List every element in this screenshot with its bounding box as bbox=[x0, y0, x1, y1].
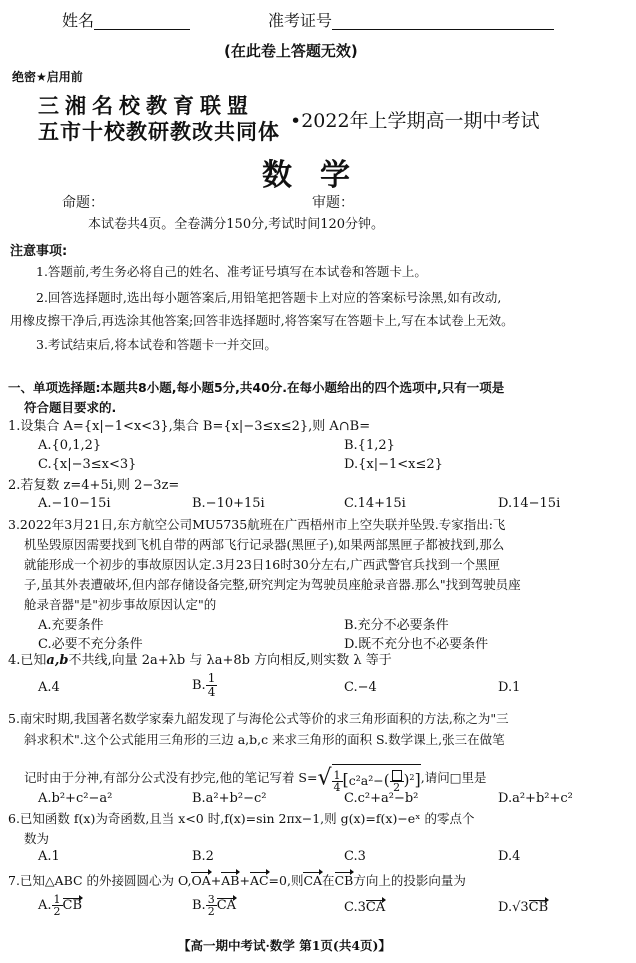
q6-option-a: A.1 bbox=[38, 849, 60, 864]
exam-number-field-line bbox=[332, 12, 554, 30]
notice-item-2b: 用橡皮擦干净后,再选涂其他答案;回答非选择题时,将答案写在答题卡上,写在本试卷上无效。 bbox=[10, 313, 514, 328]
q2-option-c: C.14+15i bbox=[344, 496, 406, 511]
q5-sqrt-expression: √ $\frac{1}{4}$ [c²a²−( 2 )$^2$] bbox=[317, 765, 421, 795]
vector-ac: AC bbox=[249, 873, 269, 888]
vector-ca: CA bbox=[303, 873, 323, 888]
q3-option-b: B.充分不必要条件 bbox=[344, 618, 449, 633]
q5-line-2: 斜求积术".这个公式能用三角形的三边 a,b,c 来求三角形的面积 S.数学课上,张三在做笔 bbox=[24, 732, 505, 747]
q3-line-2: 机坠毁原因需要找到飞机自带的两部飞行记录器(黑匣子),如果两部黑匣子都被找到,那么 bbox=[24, 537, 505, 552]
org-line-1: 三湘名校教育联盟 bbox=[38, 93, 254, 118]
vector-cb: CB bbox=[334, 873, 354, 888]
section1-heading-a: 一、单项选择题:本题共8小题,每小题5分,共40分.在每小题给出的四个选项中,只有一项是 bbox=[8, 380, 505, 395]
exam-title: •2022年上学期高一期中考试 bbox=[290, 110, 540, 132]
q3-line-1: 3.2022年3月21日,东方航空公司MU5735航班在广西梧州市上空失联并坠毁.专家指出:飞 bbox=[8, 517, 506, 532]
q5-blank-box bbox=[392, 770, 402, 781]
q4-option-a: A.4 bbox=[38, 680, 60, 695]
q1-option-d: D.{x|−1<x≤2} bbox=[344, 457, 443, 472]
q7-option-c: C.3CA bbox=[344, 900, 386, 915]
q3-line-3: 就能形成一个初步的事故原因认定.3月23日16时30分左右,广西武警官兵找到一个黑匣 bbox=[24, 557, 501, 572]
q6-line-1: 6.已知函数 f(x)为奇函数,且当 x<0 时,f(x)=sin 2πx−1,则 g(x)=f(x)−eˣ 的零点个 bbox=[8, 811, 475, 826]
q2-stem: 2.若复数 z=4+5i,则 2−3z= bbox=[8, 478, 180, 493]
notice-item-3: 3.考试结束后,将本试卷和答题卡一并交回。 bbox=[36, 337, 277, 352]
reviewer-label: 审题： bbox=[312, 195, 354, 211]
q3-line-4: 子,虽其外表遭破坏,但内部存储设备完整,研究判定为驾驶员座舱录音器.那么"找到驾驶员座 bbox=[24, 577, 521, 592]
q7-option-a: A. $\frac{1}{2}$ CB bbox=[38, 893, 83, 918]
name-label: 姓名 bbox=[62, 12, 190, 30]
intro-text: 本试卷共4页。全卷满分150分,考试时间120分钟。 bbox=[88, 217, 385, 232]
q5-option-d: D.a²+b²+c² bbox=[498, 791, 573, 806]
name-field-line bbox=[94, 12, 190, 30]
org-line-2: 五市十校教研教改共同体 bbox=[38, 119, 280, 144]
vector-oa: OA bbox=[191, 873, 211, 888]
q3-option-a: A.充要条件 bbox=[38, 618, 104, 633]
notice-item-2a: 2.回答选择题时,选出每小题答案后,用铅笔把答题卡上对应的答案标号涂黑,如有改动, bbox=[36, 290, 502, 305]
secret-label: 绝密★启用前 bbox=[12, 70, 83, 84]
q1-stem: 1.设集合 A={x|−1<x<3},集合 B={x|−3≤x≤2},则 A∩B= bbox=[8, 419, 371, 434]
q5-line-1: 5.南宋时期,我国著名数学家秦九韶发现了与海伦公式等价的求三角形面积的方法,称之为"三 bbox=[8, 711, 509, 726]
page-footer: 【高一期中考试·数学 第1页(共4页)】 bbox=[178, 938, 391, 953]
invalid-note: (在此卷上答题无效) bbox=[224, 42, 358, 60]
notice-item-1: 1.答题前,考生务必将自己的姓名、准考证号填写在本试卷和答题卡上。 bbox=[36, 264, 427, 279]
q1-option-a: A.{0,1,2} bbox=[38, 438, 102, 453]
subject-title: 数学 bbox=[262, 158, 378, 193]
q5-option-c: C.c²+a²−b² bbox=[344, 791, 419, 806]
q6-option-c: C.3 bbox=[344, 849, 366, 864]
q1-option-c: C.{x|−3≤x<3} bbox=[38, 457, 137, 472]
q4-option-d: D.1 bbox=[498, 680, 521, 695]
q2-option-a: A.−10−15i bbox=[38, 496, 111, 511]
q4-option-c: C.−4 bbox=[344, 680, 377, 695]
q2-option-d: D.14−15i bbox=[498, 496, 561, 511]
q1-option-b: B.{1,2} bbox=[344, 438, 395, 453]
notice-heading: 注意事项: bbox=[10, 244, 68, 259]
q5-option-b: B.a²+b²−c² bbox=[192, 791, 267, 806]
vector-ab: AB bbox=[221, 873, 240, 888]
q5-option-a: A.b²+c²−a² bbox=[38, 791, 113, 806]
author-label: 命题： bbox=[62, 195, 104, 211]
q2-option-b: B.−10+15i bbox=[192, 496, 265, 511]
q7-option-b: B. $\frac{3}{2}$ CA bbox=[192, 893, 237, 918]
q3-option-d: D.既不充分也不必要条件 bbox=[344, 637, 489, 652]
section1-heading-b: 符合题目要求的. bbox=[24, 400, 117, 415]
q6-option-d: D.4 bbox=[498, 849, 521, 864]
q5-line-3: 记时由于分神,有部分公式没有抄完,他的笔记写着 S=√ $\frac{1}{4}$ [c²a²−( 2 )$^2$],请问□里是 bbox=[24, 765, 487, 795]
exam-number-label: 准考证号 bbox=[268, 12, 554, 30]
q7-stem: 7.已知△ABC 的外接圆圆心为 O,OA+AB+AC=0,则CA在CB方向上的投影向量为 bbox=[8, 873, 466, 888]
q3-line-5: 舱录音器"是"初步事故原因认定"的 bbox=[24, 597, 217, 612]
q7-option-d: D.√3CB bbox=[498, 900, 549, 915]
q4-option-b: B. $\frac{1}{4}$ bbox=[192, 671, 216, 699]
q3-option-c: C.必要不充分条件 bbox=[38, 637, 143, 652]
q6-option-b: B.2 bbox=[192, 849, 214, 864]
q4-stem: 4.已知a,b不共线,向量 2a+λb 与 λa+8b 方向相反,则实数 λ 等于 bbox=[8, 653, 392, 668]
q6-line-2: 数为 bbox=[24, 831, 50, 846]
